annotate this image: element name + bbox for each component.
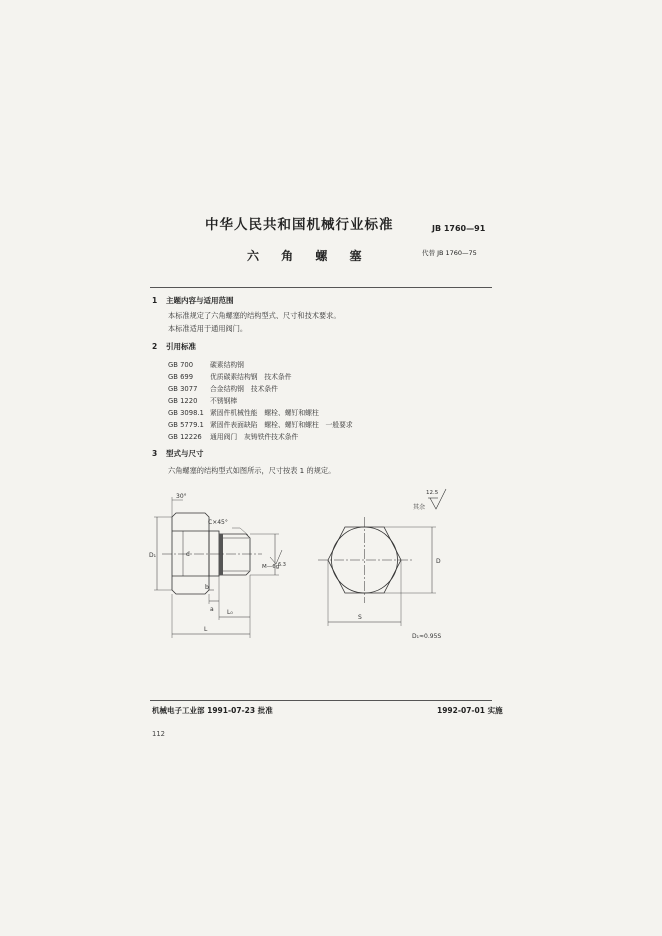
standard-category-title: 中华人民共和国机械行业标准 bbox=[205, 217, 394, 233]
section-3-para-1: 六角螺塞的结构型式如图所示，尺寸按表 1 的规定。 bbox=[168, 466, 336, 475]
thread-label: M—6g bbox=[262, 564, 280, 570]
footer-rule bbox=[150, 700, 492, 701]
collar-outline bbox=[209, 531, 219, 576]
hex-head-side-outline bbox=[172, 513, 209, 594]
reference-row: GB 5779.1 紧固件表面缺陷 螺栓、螺钉和螺柱 一般要求 bbox=[168, 421, 353, 429]
replaces-note: 代替 JB 1760—75 bbox=[422, 249, 477, 257]
section-1-heading: 1 主题内容与适用范围 bbox=[152, 296, 234, 305]
reference-row: GB 3098.1 紧固件机械性能 螺栓、螺钉和螺柱 bbox=[168, 409, 319, 417]
document-title: 六 角 螺 塞 bbox=[247, 249, 371, 263]
rough-other-value: 12.5 bbox=[426, 490, 439, 496]
rough-other-label: 其余 bbox=[413, 504, 426, 511]
chamfer-label: C×45° bbox=[208, 519, 228, 526]
thread-roughness-label: 6.3 bbox=[278, 562, 286, 568]
angle-label: 30° bbox=[176, 493, 187, 500]
l0-label: L₀ bbox=[227, 609, 233, 616]
d1-label: D₁ bbox=[149, 552, 157, 559]
approval-note: 机械电子工业部 1991-07-23 批准 bbox=[152, 706, 273, 715]
standard-number: JB 1760—91 bbox=[432, 224, 486, 233]
D-label: D bbox=[436, 558, 441, 565]
section-3-heading: 3 型式与尺寸 bbox=[152, 449, 204, 458]
page-number: 112 bbox=[152, 730, 165, 738]
groove-hatch bbox=[219, 534, 223, 575]
a-label: a bbox=[210, 606, 214, 613]
thread-outline bbox=[219, 534, 250, 575]
b-label: b bbox=[205, 584, 209, 591]
s-label: S bbox=[358, 614, 362, 621]
relation-label: D₁≈0.95S bbox=[412, 633, 442, 640]
reference-row: GB 3077 合金结构钢 技术条件 bbox=[168, 385, 278, 393]
section-1-para-2: 本标准适用于通用阀门。 bbox=[168, 324, 248, 333]
d-label: d bbox=[186, 551, 190, 558]
reference-row: GB 700 碳素结构钢 bbox=[168, 361, 244, 369]
reference-row: GB 699 优质碳素结构钢 技术条件 bbox=[168, 373, 292, 381]
section-2-heading: 2 引用标准 bbox=[152, 342, 196, 351]
l-label: L bbox=[204, 626, 208, 633]
reference-row: GB 12226 通用阀门 灰铸铁件技术条件 bbox=[168, 433, 299, 441]
reference-row: GB 1220 不锈钢棒 bbox=[168, 397, 238, 405]
effective-date: 1992-07-01 实施 bbox=[437, 706, 503, 715]
section-1-para-1: 本标准规定了六角螺塞的结构型式、尺寸和技术要求。 bbox=[168, 311, 341, 320]
